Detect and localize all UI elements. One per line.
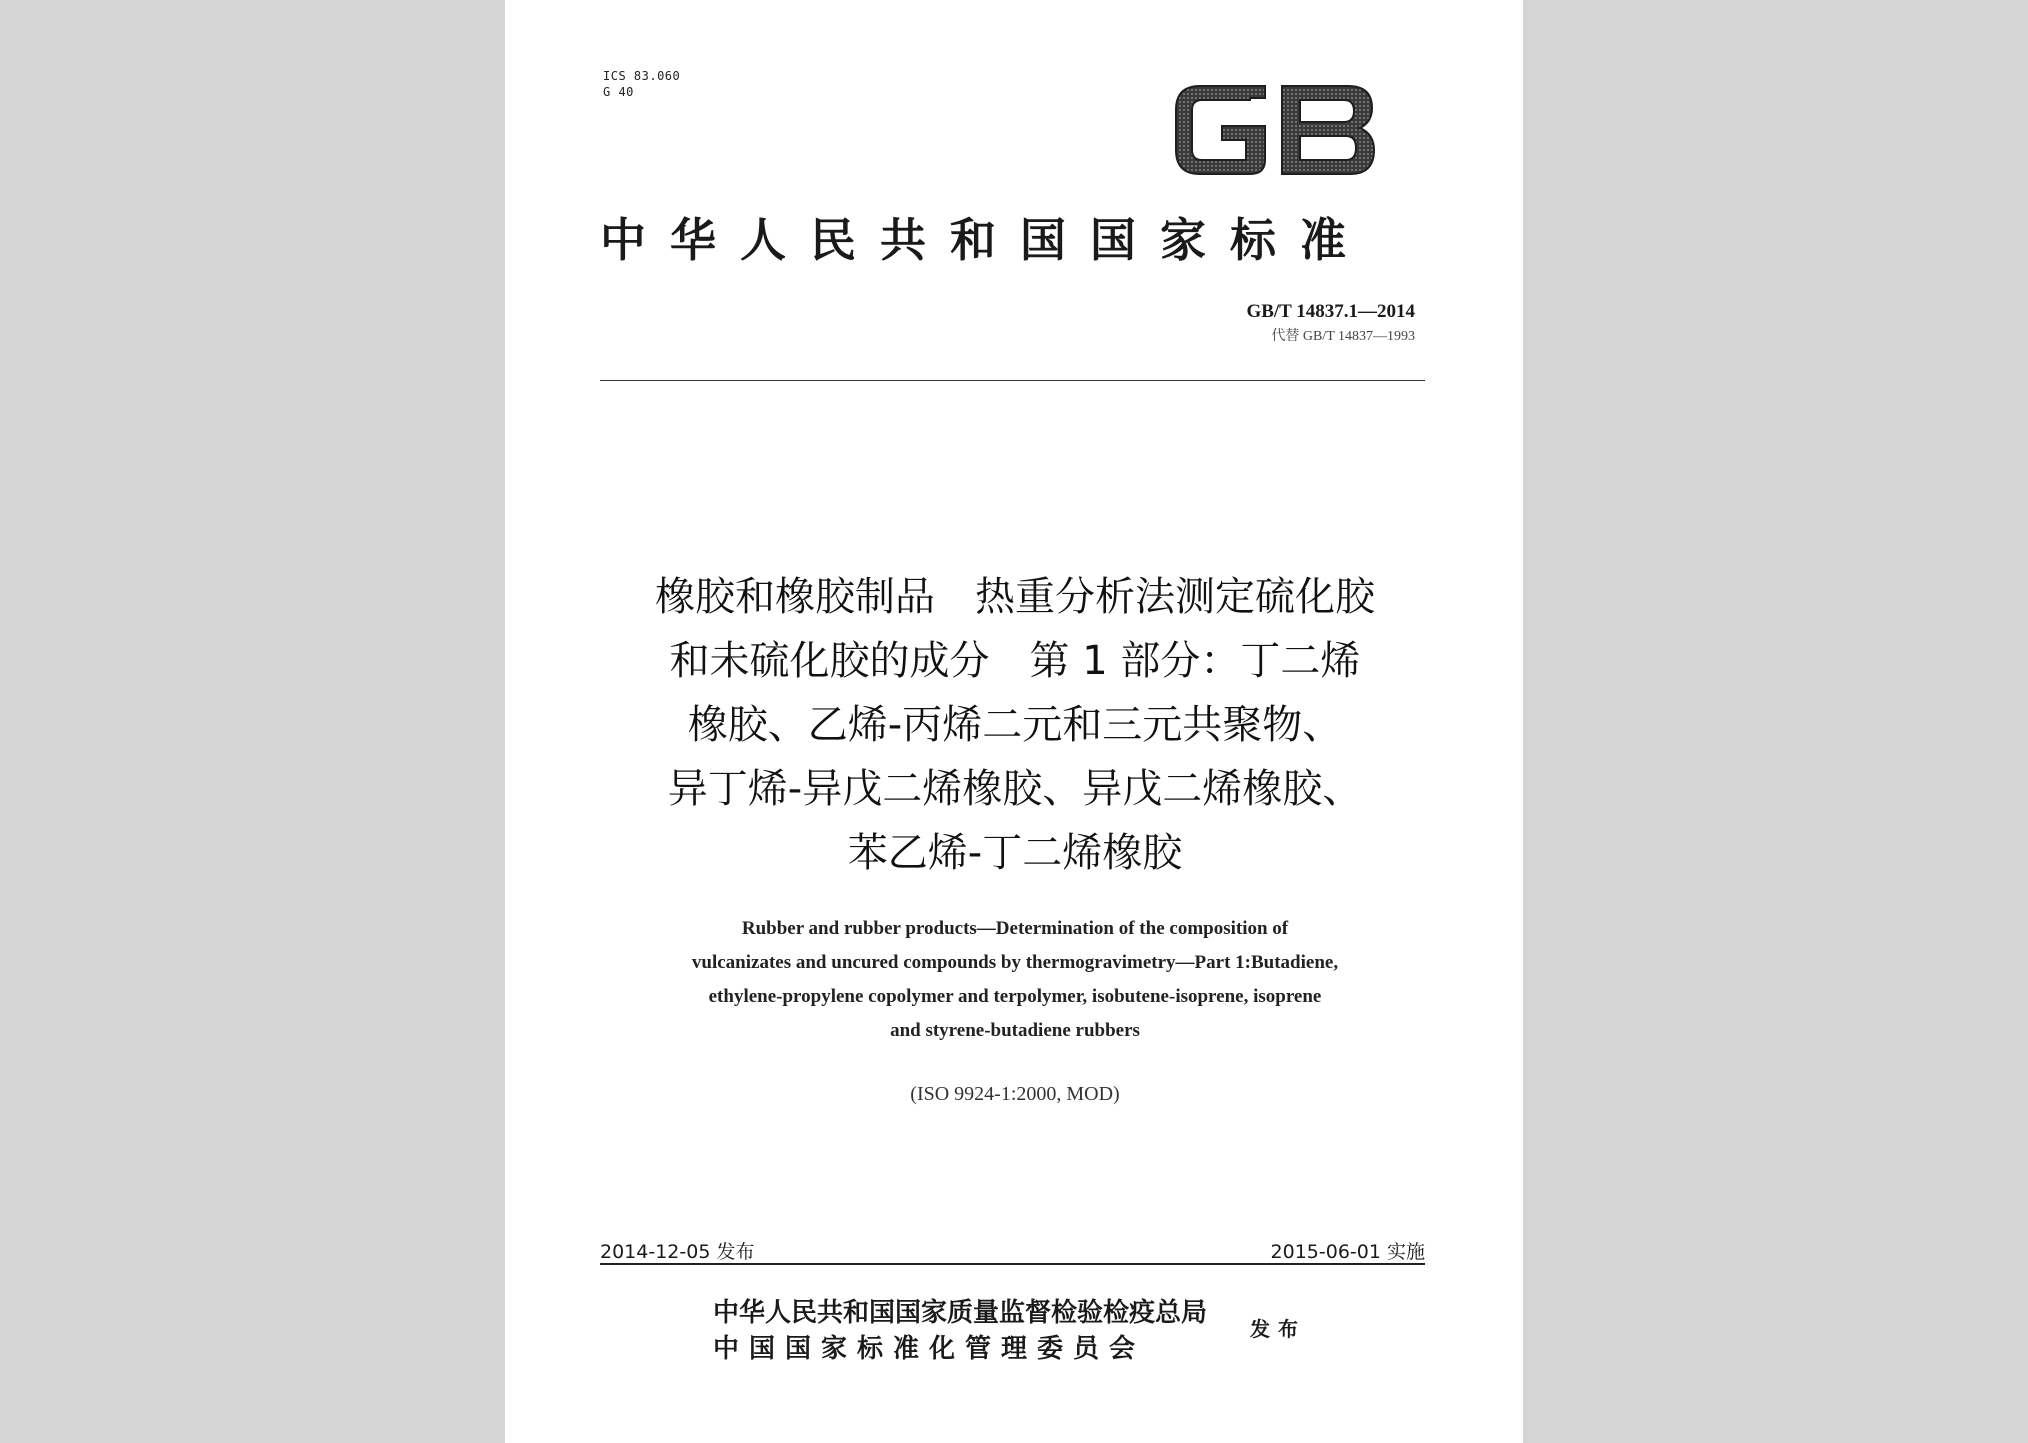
issuer-sac: 中国国家标准化管理委员会 <box>713 1334 1146 1364</box>
chinese-title-line: 和未硫化胶的成分 第 1 部分：丁二烯 <box>669 638 1361 684</box>
issue-date: 2014-12-05 发布 <box>600 1241 755 1263</box>
chinese-title-line: 异丁烯-异戊二烯橡胶、异戊二烯橡胶、 <box>667 766 1363 812</box>
issuing-authorities <box>713 1295 1207 1367</box>
ics-code: ICS 83.060 <box>603 69 681 83</box>
chinese-title <box>565 565 1465 885</box>
english-title-line: vulcanizates and uncured compounds by thermogravimetry—Part 1:Butadiene, <box>691 952 1339 973</box>
chinese-title-line: 橡胶、乙烯-丙烯二元和三元共聚物、 <box>687 702 1343 748</box>
classification-codes <box>603 68 680 100</box>
header-divider <box>600 380 1425 381</box>
gb-logo <box>1170 80 1380 180</box>
issuer-aqsiq: 中华人民共和国国家质量监督检验检疫总局 <box>713 1298 1208 1328</box>
english-title <box>565 912 1465 1048</box>
english-title-line: Rubber and rubber products—Determination of the composition of <box>741 918 1289 939</box>
national-standard-title: 中华人民共和国国家标准 <box>600 213 1370 267</box>
ccs-code: G 40 <box>603 85 634 99</box>
footer-divider <box>600 1263 1425 1265</box>
implementation-date: 2015-06-01 实施 <box>1270 1241 1425 1263</box>
standard-number: GB/T 14837.1—2014 <box>1246 301 1415 322</box>
replaces-standard: 代替 GB/T 14837—1993 <box>1271 329 1415 344</box>
iso-reference: (ISO 9924-1:2000, MOD) <box>910 1083 1120 1105</box>
chinese-title-line: 橡胶和橡胶制品 热重分析法测定硫化胶 <box>655 574 1375 620</box>
document-page <box>505 0 1523 1443</box>
english-title-line: ethylene-propylene copolymer and terpolymer, isobutene-isoprene, isoprene <box>708 986 1322 1007</box>
chinese-title-line: 苯乙烯-丁二烯橡胶 <box>847 830 1183 876</box>
issue-label: 发布 <box>1250 1317 1306 1341</box>
english-title-line: and styrene-butadiene rubbers <box>890 1020 1140 1041</box>
